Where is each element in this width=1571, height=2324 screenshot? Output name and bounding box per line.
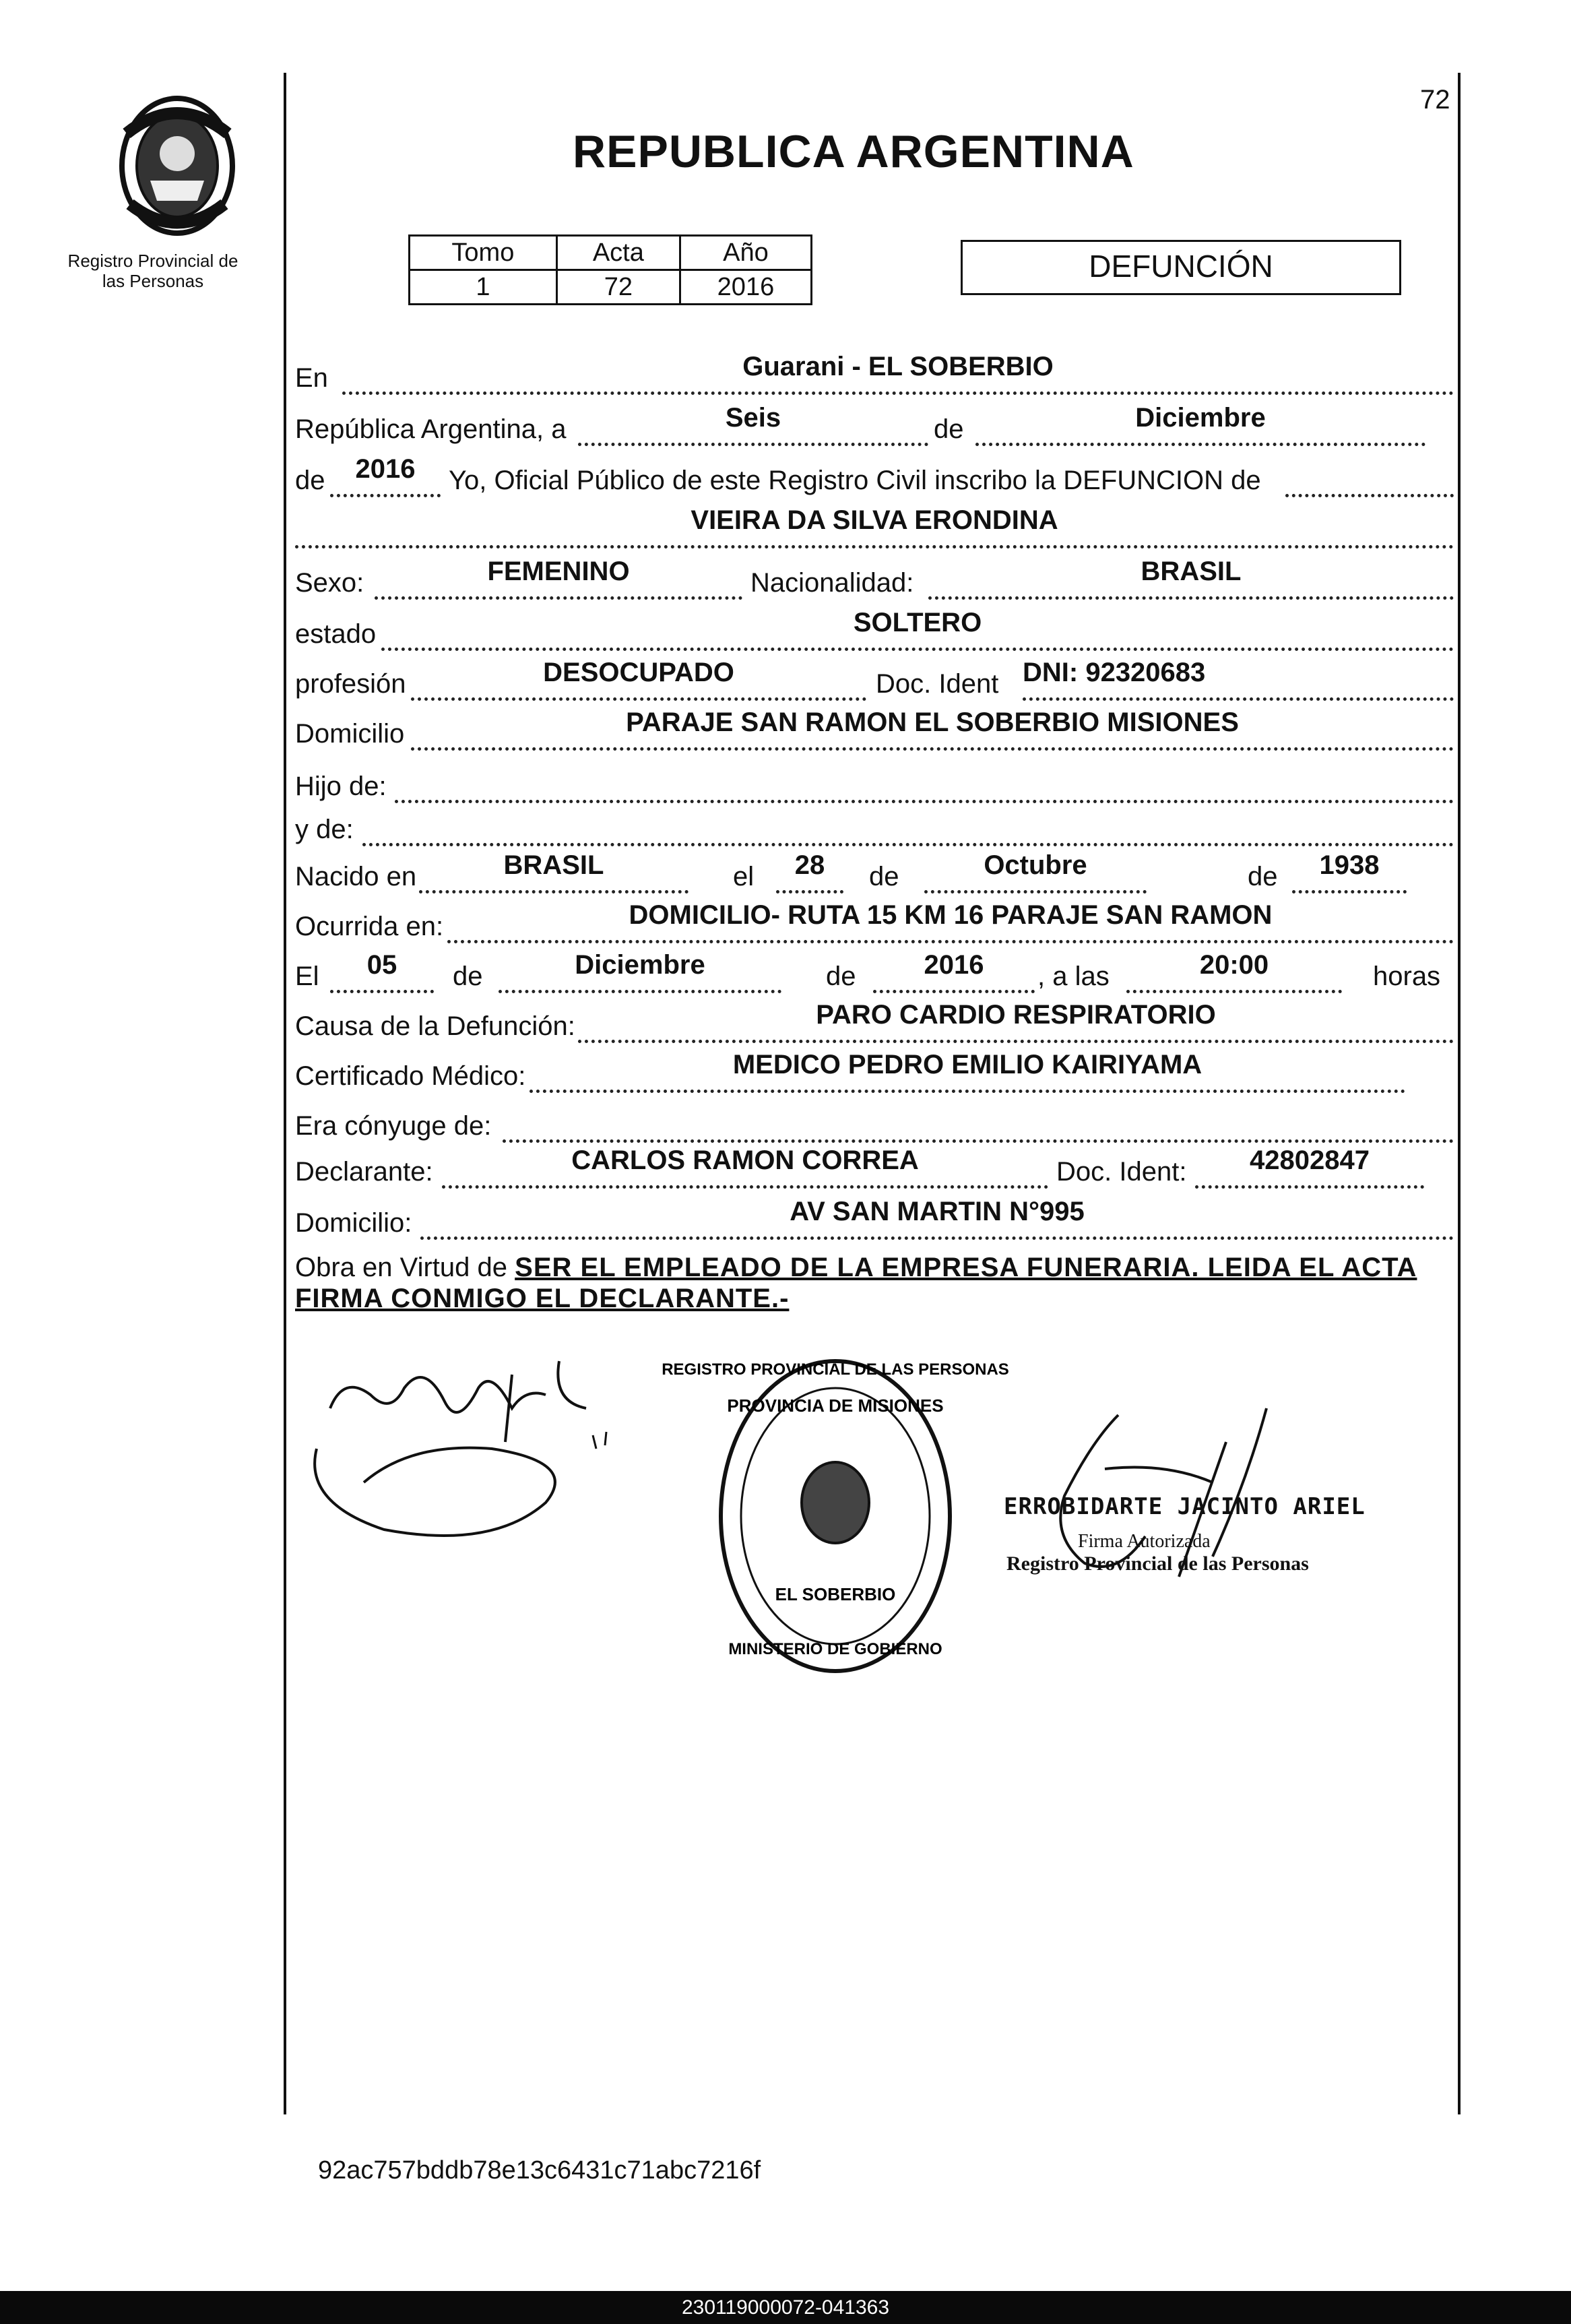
sexo-label: Sexo:	[295, 568, 364, 598]
doc-value: DNI: 92320683	[1023, 658, 1206, 687]
de2-label: de	[295, 466, 325, 495]
logo-caption	[38, 251, 267, 291]
declarante-field	[442, 1145, 1048, 1189]
row-nacido	[295, 850, 1454, 896]
nombre-field	[295, 505, 1454, 548]
row-anio	[295, 454, 1454, 500]
def-dia-field	[330, 950, 434, 993]
conyuge-field	[503, 1103, 1454, 1143]
def-mes-value: Diciembre	[575, 950, 705, 980]
record-table-header-row	[410, 236, 812, 270]
causa-field	[578, 1000, 1454, 1043]
causa-label: Causa de la Defunción:	[295, 1011, 575, 1041]
doc2-field	[1195, 1145, 1424, 1189]
conyuge-label: Era cónyuge de:	[295, 1111, 492, 1141]
record-table	[408, 234, 812, 305]
def-hora-field	[1126, 950, 1342, 993]
el-label: el	[733, 862, 755, 891]
mes-field	[975, 403, 1425, 446]
row-yde	[295, 809, 1454, 849]
row-ocurrida	[295, 900, 1454, 946]
stamp-ministry-text: MINISTERIO DE GOBIERNO	[728, 1640, 942, 1658]
profesion-field	[411, 658, 866, 701]
nac-mes-value: Octubre	[984, 850, 1087, 880]
domicilio2-value: AV SAN MARTIN N°995	[790, 1197, 1085, 1226]
ocurrida-field	[447, 900, 1454, 943]
domicilio-value: PARAJE SAN RAMON EL SOBERBIO MISIONES	[626, 708, 1239, 737]
cert-label: Certificado Médico:	[295, 1061, 526, 1091]
record-table-cell: 72	[556, 270, 680, 305]
domicilio2-label: Domicilio:	[295, 1208, 412, 1238]
obra-value: SER EL EMPLEADO DE LA EMPRESA FUNERARIA. LEIDA EL ACTA FIRMA CONMIGO EL DECLARANTE.-	[295, 1253, 1417, 1313]
def-anio-field	[873, 950, 1035, 993]
row-nombre	[295, 505, 1454, 551]
nac-mes-field	[924, 850, 1147, 893]
declarant-signature	[290, 1348, 667, 1550]
domicilio-label: Domicilio	[295, 719, 405, 749]
obra-label: Obra en Virtud de	[295, 1253, 508, 1282]
causa-value: PARO CARDIO RESPIRATORIO	[816, 1000, 1216, 1030]
def-mes-field	[499, 950, 781, 993]
sexo-value: FEMENINO	[487, 557, 630, 586]
row-en	[295, 352, 1454, 398]
row-hijo	[295, 765, 1454, 806]
hijo-label: Hijo de:	[295, 772, 387, 801]
declarante-value: CARLOS RAMON CORREA	[571, 1145, 919, 1175]
estado-label: estado	[295, 619, 377, 649]
anio-value: 2016	[355, 454, 416, 484]
row-domicilio	[295, 708, 1454, 753]
nac-anio-value: 1938	[1319, 850, 1380, 880]
alas-label: , a las	[1037, 962, 1110, 991]
record-type-box: DEFUNCIÓN	[961, 240, 1401, 295]
row-republica	[295, 403, 1454, 449]
official-name: ERROBIDARTE JACINTO ARIEL	[1004, 1493, 1366, 1520]
stamp-inner-text: PROVINCIA DE MISIONES	[727, 1395, 944, 1416]
row-declarante	[295, 1145, 1454, 1191]
sexo-field	[375, 557, 742, 600]
def-de2-label: de	[826, 962, 856, 991]
document-hash: 92ac757bddb78e13c6431c71abc7216f	[318, 2156, 761, 2185]
record-table-header: Acta	[556, 236, 680, 270]
de1-label: de	[934, 414, 964, 444]
def-dia-value: 05	[366, 950, 397, 980]
inscribe-text: Yo, Oficial Público de este Registro Civil inscribo la DEFUNCION de	[449, 466, 1261, 495]
row-defuncion-fecha	[295, 950, 1454, 996]
row-domicilio2	[295, 1197, 1454, 1243]
profesion-value: DESOCUPADO	[543, 658, 734, 687]
nac-dia-value: 28	[794, 850, 825, 880]
domicilio2-field	[420, 1197, 1454, 1240]
nac-anio-field	[1292, 850, 1407, 893]
yde-label: y de:	[295, 815, 354, 844]
right-margin-line	[1458, 73, 1461, 2114]
record-table-value-row	[410, 270, 812, 305]
official-org: Registro Provincial de las Personas	[1006, 1552, 1309, 1575]
row-conyuge	[295, 1105, 1454, 1145]
row-sexo	[295, 557, 1454, 602]
doc2-label: Doc. Ident:	[1056, 1157, 1187, 1187]
def-de1-label: de	[453, 962, 483, 991]
nacido-value: BRASIL	[503, 850, 604, 880]
nacionalidad-label: Nacionalidad:	[750, 568, 914, 598]
republica-label: República Argentina, a	[295, 414, 567, 444]
doc-label: Doc. Ident	[876, 669, 999, 699]
horas-label: horas	[1373, 962, 1441, 991]
mes-value: Diciembre	[1135, 403, 1266, 433]
page-title: REPUBLICA ARGENTINA	[573, 126, 1134, 177]
def-anio-value: 2016	[924, 950, 984, 980]
logo-caption-line2: las Personas	[102, 271, 204, 291]
inscribe-trailing-field	[1285, 458, 1454, 497]
record-table-cell: 1	[410, 270, 557, 305]
left-margin-line	[284, 73, 286, 2114]
profesion-label: profesión	[295, 669, 406, 699]
declarante-label: Declarante:	[295, 1157, 433, 1187]
dia-value: Seis	[725, 403, 781, 433]
en-label: En	[295, 363, 328, 393]
hijo-field	[395, 763, 1454, 803]
anio-field	[330, 454, 441, 497]
en-value: Guarani - EL SOBERBIO	[742, 352, 1054, 381]
cert-field	[530, 1050, 1405, 1093]
official-stamp	[662, 1334, 1009, 1691]
nacido-label: Nacido en	[295, 862, 417, 891]
stamp-outer-text: REGISTRO PROVINCIAL DE LAS PERSONAS	[662, 1360, 1009, 1379]
def-hora-value: 20:00	[1199, 950, 1269, 980]
doc2-value: 42802847	[1250, 1145, 1370, 1175]
row-causa	[295, 1000, 1454, 1046]
nac-de1-label: de	[869, 862, 899, 891]
barcode-bar: 230119000072-041363	[0, 2291, 1571, 2324]
nac-dia-field	[776, 850, 843, 893]
record-table-header: Año	[680, 236, 811, 270]
obra-en-virtud	[295, 1252, 1454, 1314]
estado-field	[381, 608, 1454, 651]
cert-value: MEDICO PEDRO EMILIO KAIRIYAMA	[732, 1050, 1203, 1079]
row-certificado	[295, 1050, 1454, 1096]
nacionalidad-field	[928, 557, 1454, 600]
page-number: 72	[1420, 85, 1450, 115]
official-role: Firma Autorizada	[1078, 1531, 1211, 1552]
dia-field	[578, 403, 928, 446]
record-table-header: Tomo	[410, 236, 557, 270]
record-table-cell: 2016	[680, 270, 811, 305]
nacionalidad-value: BRASIL	[1141, 557, 1242, 586]
province-logo	[100, 86, 255, 241]
ocurrida-value: DOMICILIO- RUTA 15 KM 16 PARAJE SAN RAMON	[629, 900, 1273, 930]
nac-de2-label: de	[1248, 862, 1278, 891]
stamp-bottom-text: EL SOBERBIO	[775, 1584, 896, 1604]
nombre-value: VIEIRA DA SILVA ERONDINA	[691, 505, 1058, 535]
doc-field	[1023, 658, 1454, 701]
en-field	[342, 352, 1454, 395]
row-estado	[295, 608, 1454, 654]
domicilio-field	[411, 708, 1454, 751]
yde-field	[362, 807, 1454, 846]
logo-caption-line1: Registro Provincial de	[67, 251, 238, 271]
row-profesion	[295, 658, 1454, 703]
nacido-field	[419, 850, 688, 893]
ocurrida-label: Ocurrida en:	[295, 912, 444, 941]
estado-value: SOLTERO	[853, 608, 982, 637]
el2-label: El	[295, 962, 319, 991]
